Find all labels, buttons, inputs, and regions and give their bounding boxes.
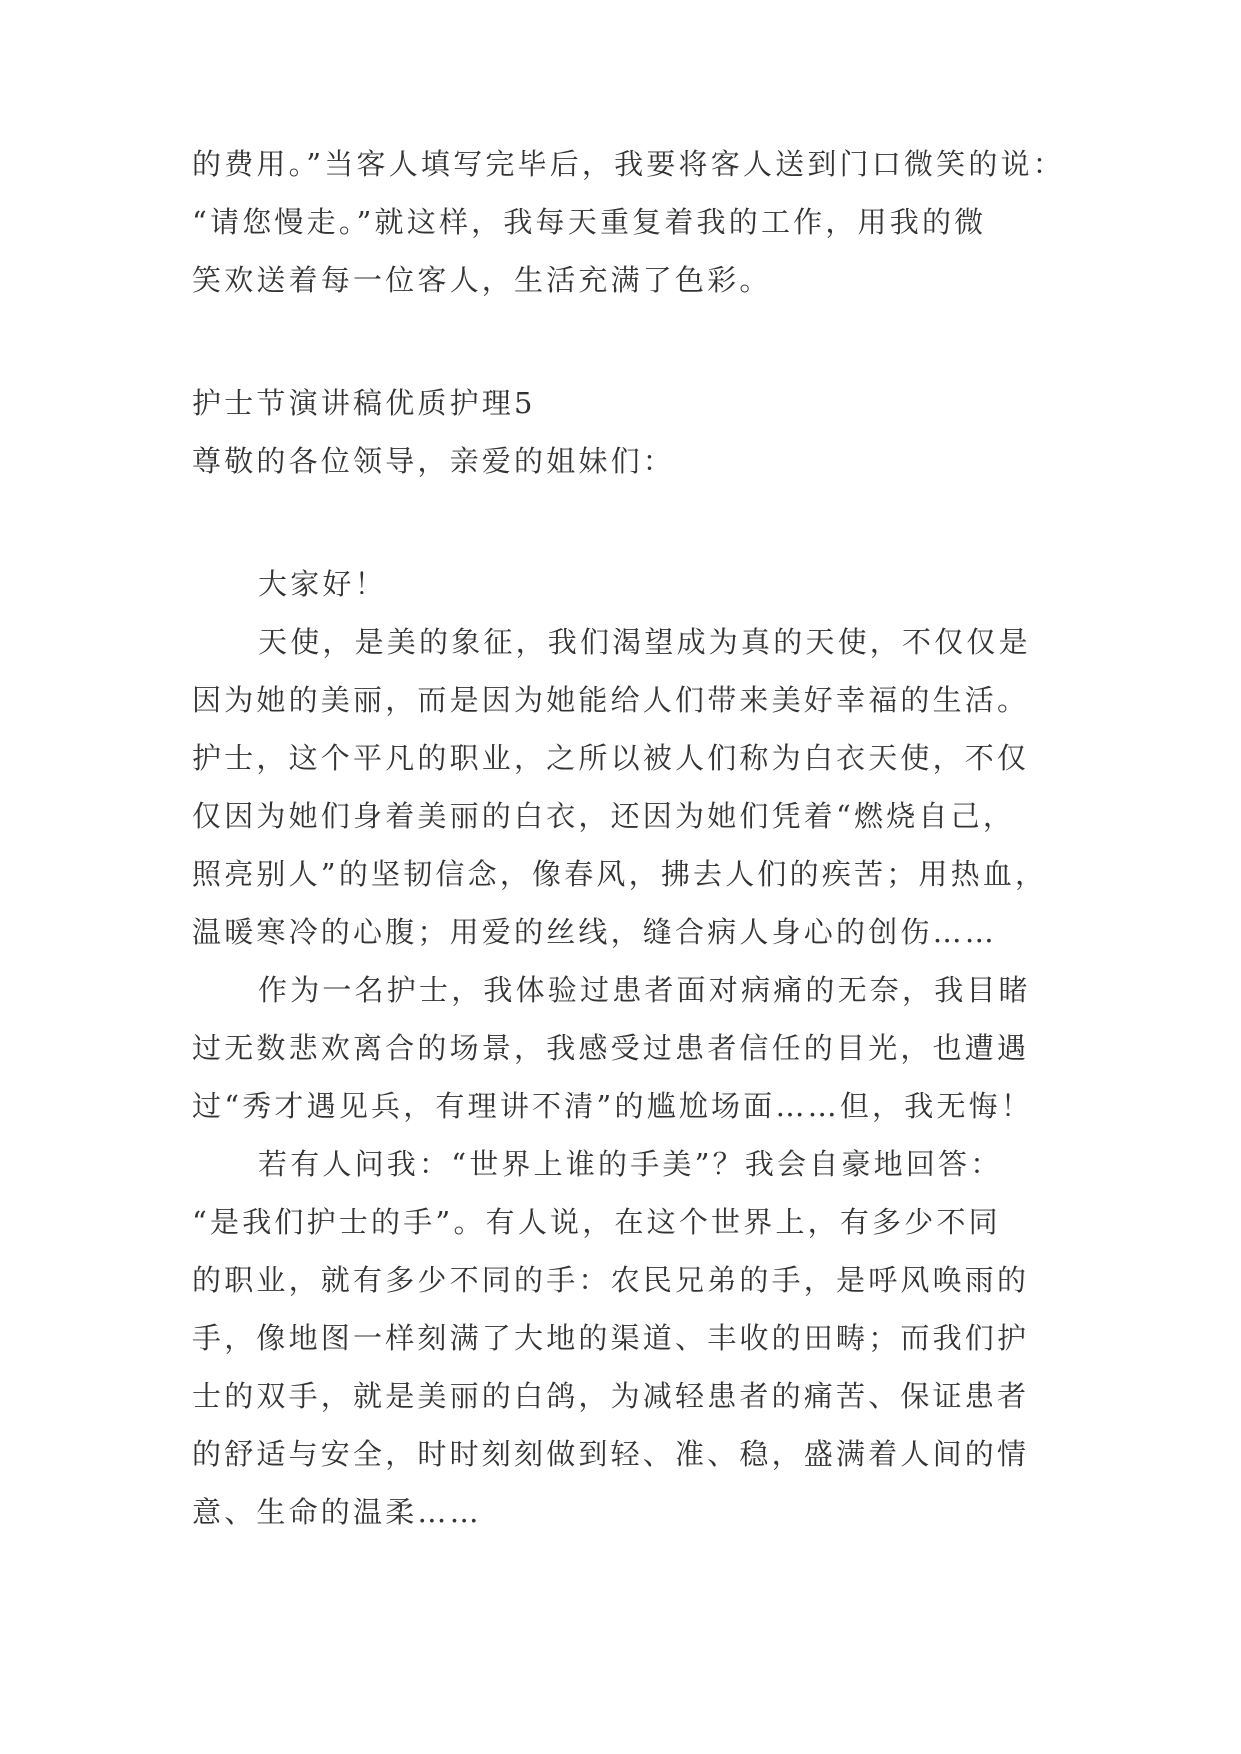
paragraph-line: 手，像地图一样刻满了大地的渠道、丰收的田畴；而我们护	[192, 1321, 1030, 1355]
section-heading: 护士节演讲稿优质护理5	[192, 386, 536, 420]
paragraph-line: 的舒适与安全，时时刻刻做到轻、准、稳，盛满着人间的情	[192, 1437, 1030, 1471]
greeting: 大家好！	[258, 567, 387, 601]
paragraph-line: “请您慢走。”就这样，我每天重复着我的工作，用我的微	[192, 205, 987, 239]
paragraph-line: 过无数悲欢离合的场景，我感受过患者信任的目光，也遭遇	[192, 1031, 1030, 1065]
paragraph-line: 的职业，就有多少不同的手：农民兄弟的手，是呼风唤雨的	[192, 1263, 1030, 1297]
paragraph-line: 笑欢送着每一位客人，生活充满了色彩。	[192, 263, 772, 297]
paragraph-line: 士的双手，就是美丽的白鸽，为减轻患者的痛苦、保证患者	[192, 1379, 1030, 1413]
paragraph-line: 过“秀才遇见兵，有理讲不清”的尴尬场面……但，我无悔！	[192, 1089, 1034, 1123]
paragraph-line: 照亮别人”的坚韧信念，像春风，拂去人们的疾苦；用热血，	[192, 857, 1048, 891]
paragraph-line: 意、生命的温柔……	[192, 1495, 482, 1529]
paragraph-line: 作为一名护士，我体验过患者面对病痛的无奈，我目睹	[258, 973, 1031, 1007]
paragraph-line: 温暖寒冷的心腹；用爱的丝线，缝合病人身心的创伤……	[192, 915, 998, 949]
paragraph-line: “是我们护士的手”。有人说，在这个世界上，有多少不同	[192, 1205, 1001, 1239]
paragraph-line: 因为她的美丽，而是因为她能给人们带来美好幸福的生活。	[192, 683, 1030, 717]
paragraph-line: 天使，是美的象征，我们渴望成为真的天使，不仅仅是	[258, 625, 1031, 659]
paragraph-line: 的费用。”当客人填写完毕后，我要将客人送到门口微笑的说：	[192, 147, 1065, 181]
salutation: 尊敬的各位领导，亲爱的姐妹们：	[192, 444, 676, 478]
paragraph-line: 若有人问我：“世界上谁的手美”？我会自豪地回答：	[258, 1147, 1003, 1181]
paragraph-line: 护士，这个平凡的职业，之所以被人们称为白衣天使，不仅	[192, 741, 1030, 775]
paragraph-line: 仅因为她们身着美丽的白衣，还因为她们凭着“燃烧自己，	[192, 799, 1016, 833]
